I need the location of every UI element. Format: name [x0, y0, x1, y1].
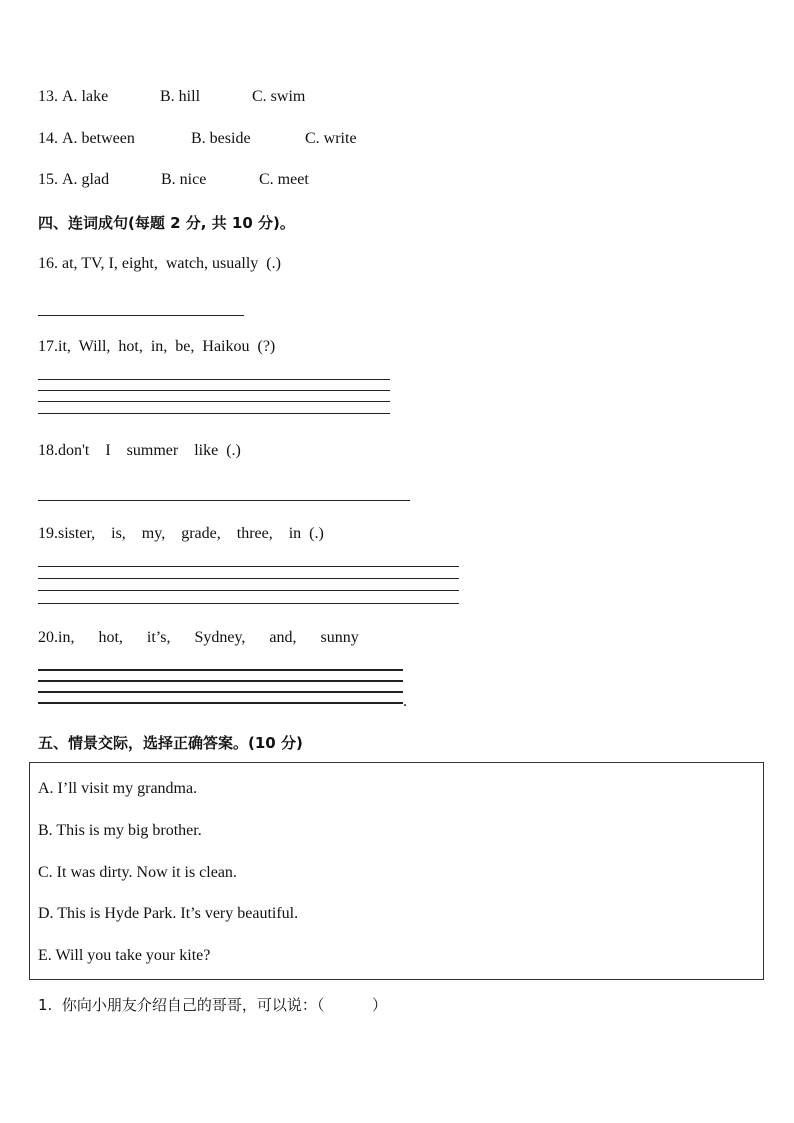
q17-answer-line[interactable]: [38, 413, 390, 414]
option-d: D. This is Hyde Park. It’s very beautiful.: [38, 905, 299, 922]
q19-prompt: 19.sister, is, my, grade, three, in (.): [38, 525, 324, 542]
q13-option-b: B. hill: [160, 88, 201, 105]
q19-answer-line[interactable]: [38, 566, 459, 567]
q14-option-c: C. write: [305, 130, 357, 147]
q15-option-c: C. meet: [259, 171, 309, 188]
option-e: E. Will you take your kite?: [38, 947, 211, 964]
q17-answer-line[interactable]: [38, 379, 390, 380]
q17-answer-line[interactable]: [38, 390, 390, 391]
q13-option-a: A. lake: [62, 88, 109, 105]
q17-prompt: 17.it, Will, hot, in, be, Haikou (?): [38, 338, 276, 355]
q20-answer-line[interactable]: [38, 669, 403, 671]
q18-prompt: 18.don't I summer like (.): [38, 442, 241, 459]
q17-answer-line[interactable]: [38, 401, 390, 402]
q20-prompt: 20.in, hot, it’s, Sydney, and, sunny: [38, 629, 359, 646]
q15-option-b: B. nice: [161, 171, 207, 188]
q15-option-a: A. glad: [62, 171, 110, 188]
q13-option-c: C. swim: [252, 88, 306, 105]
section-4-heading: 四、连词成句(每题 2 分, 共 10 分)。: [38, 214, 295, 232]
q20-answer-line[interactable]: [38, 691, 403, 693]
q20-answer-line[interactable]: [38, 702, 403, 704]
option-c: C. It was dirty. Now it is clean.: [38, 864, 237, 881]
q19-answer-line[interactable]: [38, 578, 459, 579]
q14-option-a: A. between: [62, 130, 135, 147]
q19-answer-line[interactable]: [38, 590, 459, 591]
q18-answer-line[interactable]: [38, 500, 410, 501]
question-1: 1. 你向小朋友介绍自己的哥哥，可以说：（ ）: [38, 996, 388, 1014]
q19-answer-line[interactable]: [38, 603, 459, 604]
option-a: A. I’ll visit my grandma.: [38, 780, 198, 797]
q14-number: 14.: [38, 130, 58, 147]
q14-option-b: B. beside: [191, 130, 251, 147]
q16-answer-line[interactable]: [38, 315, 244, 316]
q20-end-mark: .: [403, 693, 407, 710]
q15-number: 15.: [38, 171, 58, 188]
q20-answer-line[interactable]: [38, 680, 403, 682]
q16-prompt: 16. at, TV, I, eight, watch, usually (.): [38, 255, 281, 272]
section-5-heading: 五、情景交际，选择正确答案。(10 分): [38, 734, 303, 752]
q13-number: 13.: [38, 88, 58, 105]
option-b: B. This is my big brother.: [38, 822, 202, 839]
